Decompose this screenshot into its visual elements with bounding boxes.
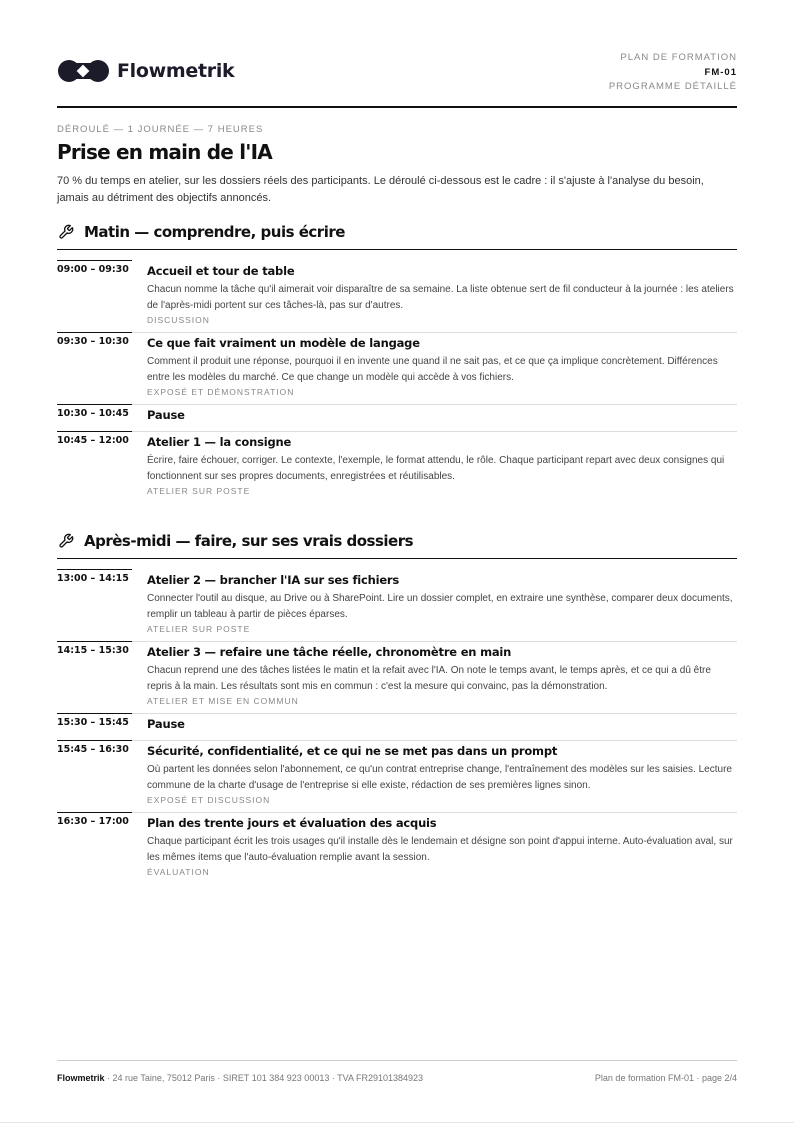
intro-paragraph: 70 % du temps en atelier, sur les dossiers réels des participants. Le déroulé ci-dessous est le cadre : il s'ajuste à l'analyse du besoin, jamais au détriment des objectifs annoncés.: [57, 175, 704, 204]
item-title: Sécurité, confidentialité, et ce qui ne se met pas dans un prompt: [147, 744, 558, 758]
document-page: [57, 0, 737, 1124]
item-format-tag: ATELIER ET MISE EN COMMUN: [147, 696, 299, 706]
item-description: Écrire, faire échouer, corriger. Le contexte, l'exemple, le format attendu, le rôle. Chaque participant repart avec deux consignes qui fonctionnent sur ses propres documents, enregistrées et réutilisables.: [147, 455, 725, 482]
page-footer: [57, 1060, 737, 1083]
wrench-icon: [58, 533, 74, 549]
item-title: Plan des trente jours et évaluation des acquis: [147, 816, 437, 830]
schedule-item: [57, 740, 737, 812]
schedule-item: [57, 261, 737, 332]
page-edge-divider: [0, 1122, 794, 1123]
item-title: Atelier 3 — refaire une tâche réelle, chronomètre en main: [147, 645, 512, 659]
flowmetrik-logo-icon: [57, 58, 110, 84]
time-slot: 15:45 – 16:30: [57, 744, 129, 755]
item-format-tag: DISCUSSION: [147, 315, 210, 325]
item-description: Chacun nomme la tâche qu'il aimerait voir disparaître de sa semaine. La liste obtenue sert de fil conducteur à la journée : les ateliers de l'après-midi portent sur ces tâches-là, pas sur d'autres.: [147, 284, 734, 311]
doc-code: FM-01: [704, 66, 737, 78]
item-format-tag: ÉVALUATION: [147, 867, 210, 877]
time-slot: 13:00 – 14:15: [57, 573, 129, 584]
item-format-tag: EXPOSÉ ET DISCUSSION: [147, 795, 271, 805]
item-description: Comment il produit une réponse, pourquoi il en invente une quand il ne sait pas, et ce que ça implique concrètement. Différences entre les modèles du marché. Ce que change un modèle qui accède à vos fichiers.: [147, 356, 718, 383]
schedule-item-break: [57, 713, 737, 740]
item-description: Chaque participant écrit les trois usages qu'il installe dès le lendemain et désigne son point d'appui interne. Auto-évaluation aval, sur les mêmes items que l'auto-évaluation remplie avant la session.: [147, 836, 733, 863]
item-description: Chacun reprend une des tâches listées le matin et la refait avec l'IA. On note le temps avant, le temps après, et ce qui a dû être repris à la main. Les résultats sont mis en commun : c'est la mesure qui convainc, pas la démonstration.: [147, 665, 711, 692]
program-duration: DÉROULÉ — 1 JOURNÉE — 7 HEURES: [57, 124, 264, 135]
item-title: Atelier 1 — la consigne: [147, 435, 292, 449]
time-slot: 10:30 – 10:45: [57, 408, 129, 419]
doc-subtitle: PROGRAMME DÉTAILLÉ: [608, 81, 737, 92]
item-description: Où partent les données selon l'abonnement, ce qu'un contrat entreprise change, l'entraînement des modèles sur les saisies. Lecture commune de la charte d'usage de l'entreprise si elle existe, rédaction de ses premières lignes sinon.: [147, 764, 732, 791]
schedule-item: [57, 431, 737, 503]
time-slot: 15:30 – 15:45: [57, 717, 129, 728]
section-afternoon: [57, 528, 737, 884]
footer-brand: Flowmetrik: [57, 1073, 105, 1083]
section-title: Matin — comprendre, puis écrire: [84, 223, 345, 241]
schedule-item: [57, 332, 737, 404]
item-title: Ce que fait vraiment un modèle de langage: [147, 336, 420, 350]
schedule-item: [57, 570, 737, 641]
time-slot: 16:30 – 17:00: [57, 816, 129, 827]
section-header: [57, 528, 737, 559]
item-format-tag: ATELIER SUR POSTE: [147, 486, 251, 496]
brand-logo: [57, 58, 234, 84]
item-description: Connecter l'outil au disque, au Drive ou à SharePoint. Lire un dossier complet, en extraire une synthèse, comparer deux documents, remplir un tableau à partir de pièces éparses.: [147, 593, 733, 620]
schedule-list: [57, 261, 737, 503]
item-title: Accueil et tour de table: [147, 264, 295, 278]
schedule-item-break: [57, 404, 737, 431]
document-meta: [609, 51, 737, 95]
time-slot: 10:45 – 12:00: [57, 435, 129, 446]
time-slot: 14:15 – 15:30: [57, 645, 129, 656]
page-title: Prise en main de l'IA: [57, 140, 272, 164]
section-header: [57, 219, 737, 250]
time-slot: 09:30 – 10:30: [57, 336, 129, 347]
item-format-tag: ATELIER SUR POSTE: [147, 624, 251, 634]
item-title: Atelier 2 — brancher l'IA sur ses fichiers: [147, 573, 400, 587]
section-morning: [57, 219, 737, 503]
schedule-item: [57, 641, 737, 713]
footer-page-number: Plan de formation FM-01 · page 2/4: [594, 1073, 737, 1083]
schedule-list: [57, 570, 737, 884]
doc-type: PLAN DE FORMATION: [620, 52, 737, 63]
section-title: Après-midi — faire, sur ses vrais dossiers: [84, 532, 414, 550]
item-title: Pause: [147, 717, 185, 731]
wrench-icon: [58, 224, 74, 240]
time-slot: 09:00 – 09:30: [57, 264, 129, 275]
brand-name: Flowmetrik: [117, 60, 235, 82]
document-header: [57, 48, 737, 108]
item-format-tag: EXPOSÉ ET DÉMONSTRATION: [147, 387, 295, 397]
schedule-item: [57, 812, 737, 884]
item-title: Pause: [147, 408, 185, 422]
footer-company-info: · 24 rue Taine, 75012 Paris · SIRET 101 384 923 00013 · TVA FR29101384923: [104, 1073, 424, 1083]
